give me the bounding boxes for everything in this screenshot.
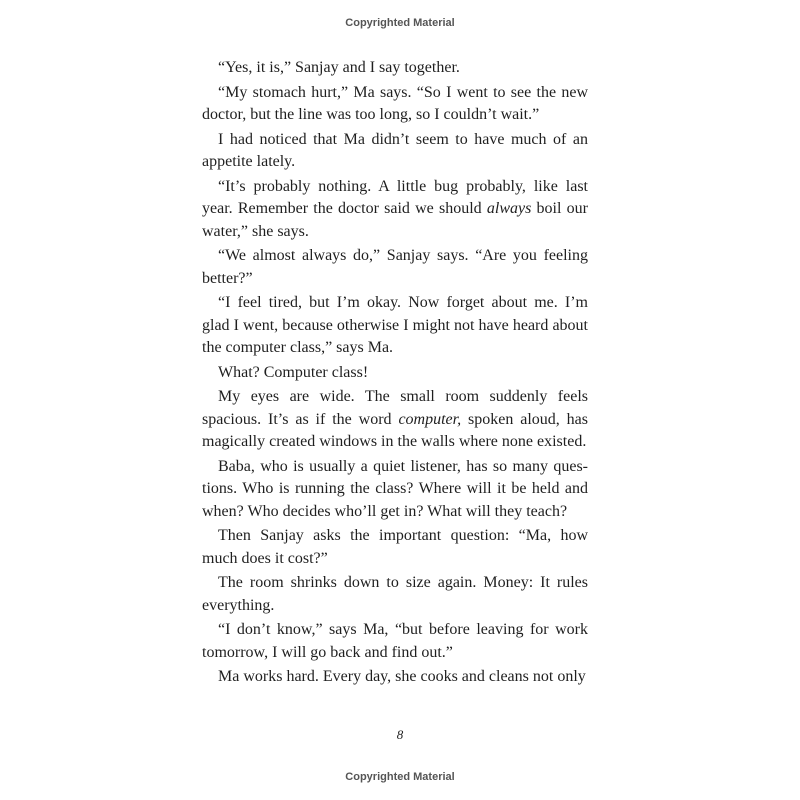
book-page-body bbox=[202, 57, 588, 691]
text-run: The room shrinks down to size again. Money: It rules everything. bbox=[202, 574, 588, 614]
paragraph bbox=[202, 176, 588, 244]
text-run: “It’s probably nothing. A little bug probably, like last year. Remember the doctor said we should bbox=[202, 177, 588, 217]
text-run: “I feel tired, but I’m okay. Now forget about me. I’m glad I went, because otherwise I might not have heard about the computer class,” says Ma. bbox=[202, 294, 588, 356]
paragraph bbox=[202, 386, 588, 454]
text-run: “My stomach hurt,” Ma says. “So I went to see the new doctor, but the line was too long, so I couldn’t wait.” bbox=[202, 83, 588, 123]
paragraph bbox=[202, 362, 588, 385]
page-number: 8 bbox=[396, 727, 404, 742]
text-run: Then Sanjay asks the important question: “Ma, how much does it cost?” bbox=[202, 527, 588, 567]
paragraph bbox=[202, 245, 588, 290]
paragraph bbox=[202, 456, 588, 524]
paragraph bbox=[202, 525, 588, 570]
text-run: What? Computer class! bbox=[218, 363, 369, 381]
text-run: Ma works hard. Every day, she cooks and cleans not only bbox=[218, 668, 586, 685]
emphasis-text: computer, bbox=[398, 410, 462, 428]
paragraph bbox=[202, 129, 588, 174]
text-run: boil our water,” she says. bbox=[202, 200, 588, 240]
text-run: Baba, who is usually a quiet listener, has so many questions. Who is running the class? Where will it be held and when? Who decides who’ll get in? What will they teach? bbox=[202, 457, 588, 520]
paragraph bbox=[202, 572, 588, 617]
paragraph bbox=[202, 292, 588, 360]
copyright-footer: Copyrighted Material bbox=[345, 771, 455, 783]
emphasis-text: always bbox=[486, 200, 532, 217]
paragraph bbox=[202, 619, 588, 664]
paragraph bbox=[202, 57, 588, 80]
paragraph bbox=[202, 82, 588, 127]
text-run: “We almost always do,” Sanjay says. “Are you feeling better?” bbox=[202, 247, 588, 287]
copyright-header: Copyrighted Material bbox=[345, 17, 455, 29]
text-run: “Yes, it is,” Sanjay and I say together. bbox=[218, 59, 460, 76]
text-run: I had noticed that Ma didn’t seem to have much of an appetite lately. bbox=[202, 130, 588, 170]
text-run: My eyes are wide. The small room suddenly feels spacious. It’s as if the word bbox=[202, 388, 588, 428]
text-run: spoken aloud, has magically created windows in the walls where none existed. bbox=[202, 410, 589, 450]
text-run: “I don’t know,” says Ma, “but before leaving for work tomorrow, I will go back and find out.” bbox=[202, 621, 588, 661]
paragraph bbox=[202, 666, 588, 689]
